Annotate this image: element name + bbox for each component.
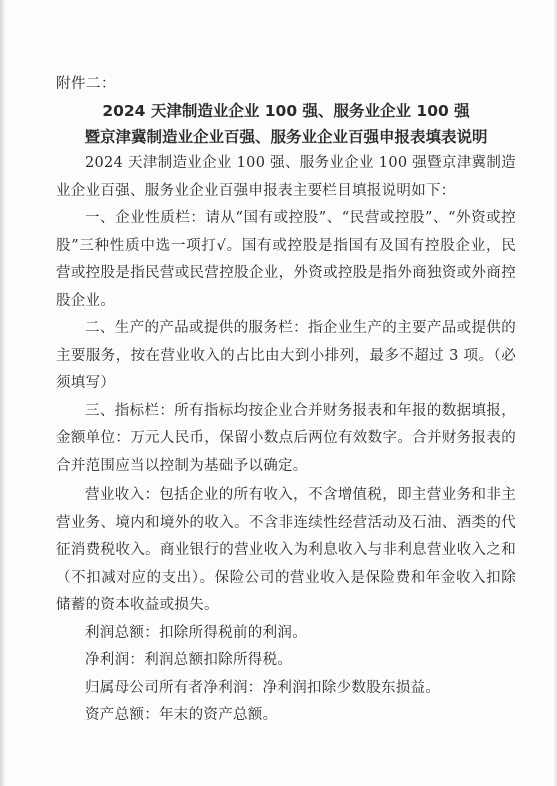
definition-operating-revenue: 营业收入：包括企业的所有收入，不含增值税，即主营业务和非主营业务、境内和境外的收入。不含非连续性经营活动及石油、酒类的代征消费税收入。商业银行的营业收入为利息收入与非利息营业收入之和（不扣减对应的支出）。保险公司的营业收入是保险费和年金收入扣除储蓄的资本收益或损失。 bbox=[56, 487, 516, 613]
document-title-line-2: 暨京津冀制造业企业百强、服务业企业百强申报表填表说明 bbox=[84, 128, 488, 146]
definition-net-profit: 净利润：利润总额扣除所得税。 bbox=[85, 652, 293, 668]
definition-total-profit: 利润总额：扣除所得税前的利润。 bbox=[85, 624, 307, 641]
section-products-services: 二、生产的产品或提供的服务栏：指企业生产的主要产品或提供的主要服务，按在营业收入的占比由大到小排列，最多不超过 3 项。（必须填写） bbox=[56, 320, 516, 391]
section-indicators: 三、指标栏：所有指标均按企业合并财务报表和年报的数据填报，金额单位：万元人民币，保留小数点后两位有效数字。合并财务报表的合并范围应当以控制为基础予以确定。 bbox=[56, 402, 516, 474]
definition-net-profit-parent: 归属母公司所有者净利润：净利润扣除少数股东损益。 bbox=[85, 679, 441, 696]
intro-paragraph: 2024 天津制造业企业 100 强、服务业企业 100 强暨京津冀制造业企业百强、服务业企业百强申报表主要栏目填报说明如下： bbox=[56, 155, 516, 199]
attachment-label: 附件二： bbox=[56, 76, 116, 92]
scan-edge-right bbox=[553, 0, 557, 786]
definition-total-assets: 资产总额：年末的资产总额。 bbox=[85, 707, 278, 723]
scan-edge-left bbox=[0, 0, 6, 786]
document-title-line-1: 2024 天津制造业企业 100 强、服务业企业 100 强 bbox=[102, 102, 470, 120]
document-body bbox=[56, 74, 516, 730]
section-enterprise-nature: 一、企业性质栏：请从“国有或控股”、“民营或控股”、“外资或控股”三种性质中选一项打√。国有或控股是指国有及国有控股企业，民营或控股是指民营或民营控股企业，外资或控股是指外商独资或外商控股企业。 bbox=[56, 210, 516, 309]
